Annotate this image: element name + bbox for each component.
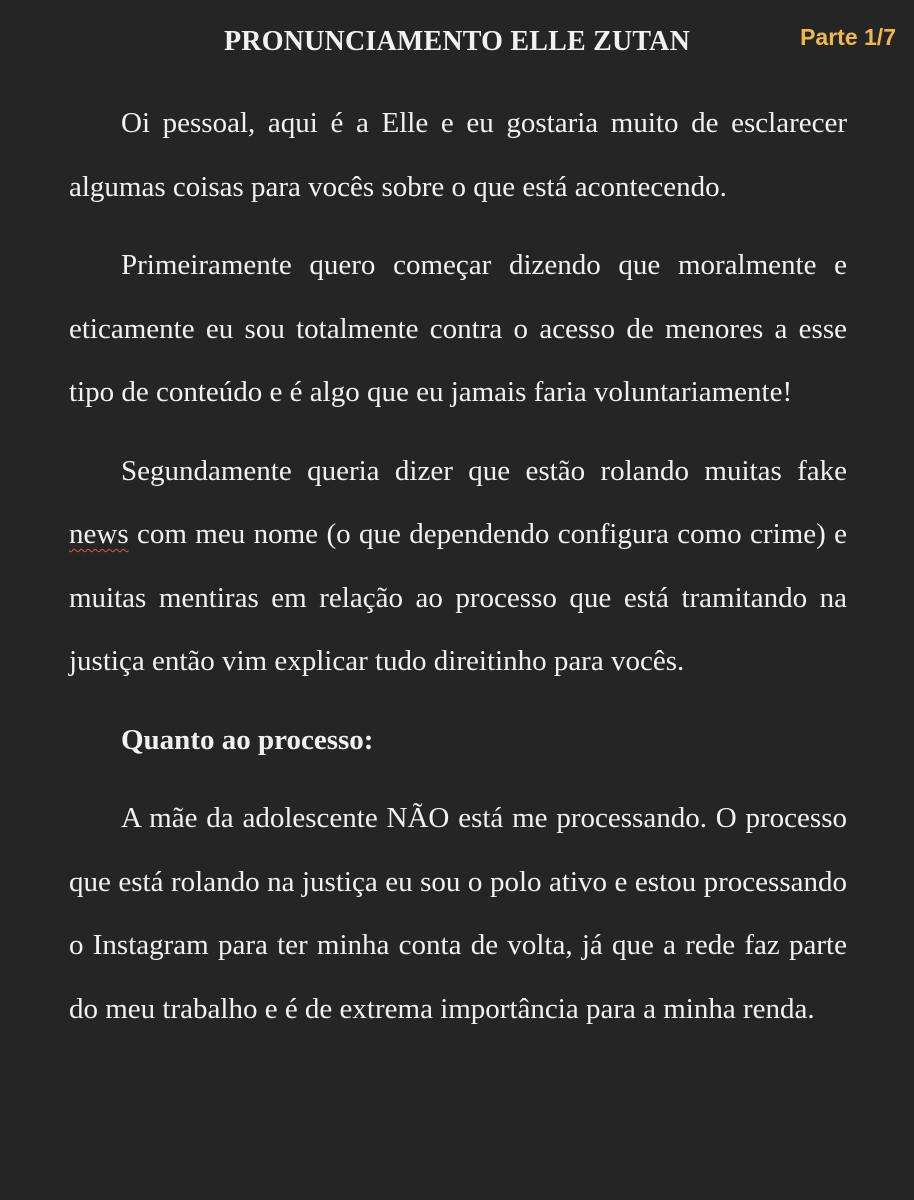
- paragraph-fake-news: [69, 440, 847, 694]
- spellcheck-marked-word[interactable]: news: [69, 518, 129, 550]
- document-title: PRONUNCIAMENTO ELLE ZUTAN: [223, 26, 690, 57]
- part-indicator: Parte 1/7: [800, 24, 896, 50]
- paragraph-fake-news-text-a: Segundamente queria dizer que estão rolando muitas fake: [121, 454, 847, 487]
- document-body: [69, 92, 847, 1041]
- paragraph-moral-stance: Primeiramente quero começar dizendo que moralmente e eticamente eu sou totalmente contra o acesso de menores a esse tipo de conteúdo e é algo que eu jamais faria voluntariamente!: [69, 249, 847, 408]
- paragraph-intro: Oi pessoal, aqui é a Elle e eu gostaria muito de esclarecer algumas coisas para vocês sobre o que está acontecendo.: [69, 107, 847, 203]
- paragraph-fake-news-text-b: com meu nome (o que dependendo configura como crime) e muitas mentiras em relação ao processo que está tramitando na justiça então vim explicar tudo direitinho para vocês.: [69, 518, 847, 677]
- paragraph-processo: A mãe da adolescente NÃO está me processando. O processo que está rolando na justiça eu sou o polo ativo e estou processando o Instagram para ter minha conta de volta, já que a rede faz parte do meu trabalho e é de extrema importância para a minha renda.: [69, 802, 847, 1025]
- section-heading-processo: Quanto ao processo:: [121, 723, 374, 756]
